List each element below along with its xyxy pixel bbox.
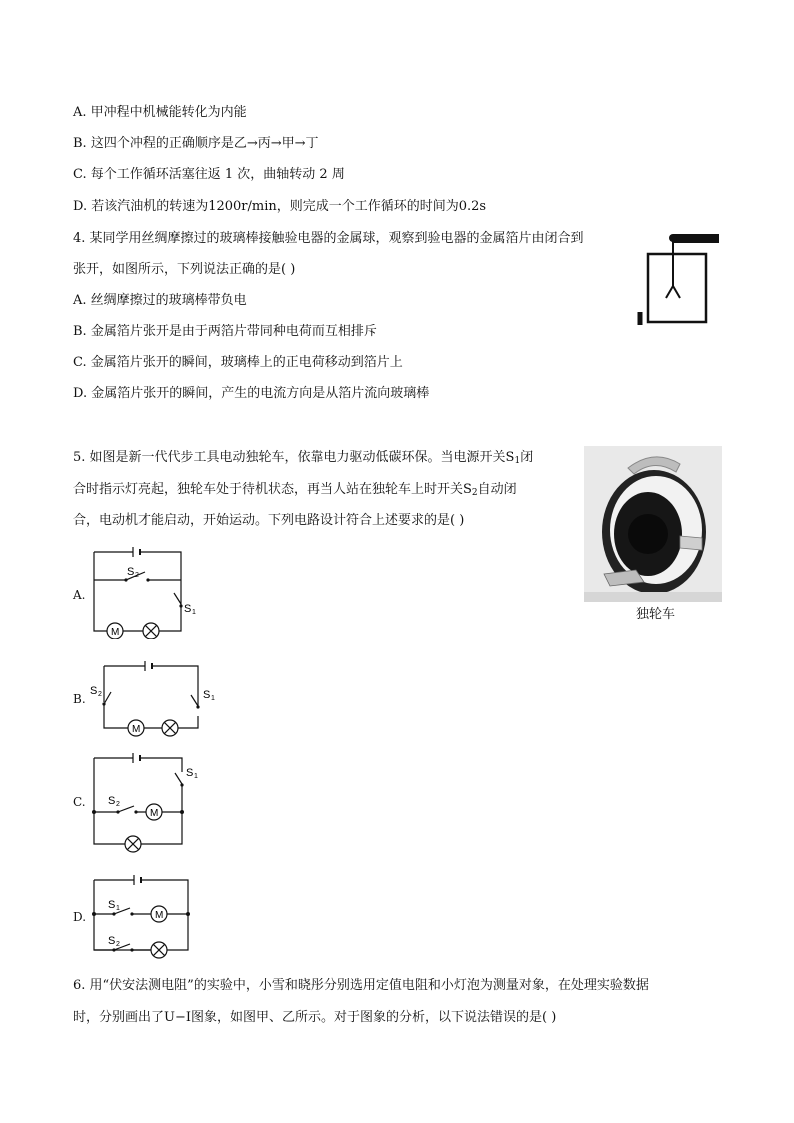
q4-option-d: D. 金属箔片张开的瞬间，产生的电流方向是从箔片流向玻璃棒 <box>73 386 430 401</box>
svg-text:S: S <box>184 603 192 615</box>
svg-text:S: S <box>108 899 116 911</box>
svg-text:M: M <box>155 910 164 921</box>
switch-s1 <box>174 593 181 604</box>
q4-option-b: B. 金属箔片张开是由于两箔片带同种电荷而互相排斥 <box>73 324 377 339</box>
switch-s1 <box>191 695 198 706</box>
circuit-a <box>90 544 200 639</box>
switch-s1 <box>175 773 182 784</box>
circuit-b-label: B. <box>73 692 86 706</box>
glass-rod <box>673 234 719 243</box>
svg-text:2: 2 <box>116 941 120 948</box>
svg-text:1: 1 <box>194 773 198 780</box>
metal-foil <box>666 286 680 298</box>
svg-text:1: 1 <box>116 905 120 912</box>
svg-text:M: M <box>111 627 120 638</box>
circuit-c-label: C. <box>73 795 86 809</box>
q4-stem-line1: 4. 某同学用丝绸摩擦过的玻璃棒接触验电器的金属球，观察到验电器的金属箔片由闭合到 <box>73 231 584 246</box>
svg-text:2: 2 <box>98 691 102 698</box>
q3-option-b: B. 这四个冲程的正确顺序是乙→丙→甲→丁 <box>73 136 319 151</box>
q5-stem-line2: 合时指示灯亮起，独轮车处于待机状态，再当人站在独轮车上时开关$S_2$自动闭 <box>73 482 517 498</box>
svg-text:M: M <box>150 808 159 819</box>
q4-stem-line2: 张开，如图所示，下列说法正确的是( ) <box>73 262 296 277</box>
svg-text:M: M <box>132 724 141 735</box>
svg-text:S: S <box>108 935 116 947</box>
switch-s2 <box>104 692 111 704</box>
svg-text:1: 1 <box>192 609 196 616</box>
q6-stem-line2: 时，分别画出了U−I图象，如图甲、乙所示。对于图象的分析，以下说法错误的是( ) <box>73 1010 557 1025</box>
svg-text:2: 2 <box>116 801 120 808</box>
q3-option-a: A. 甲冲程中机械能转化为内能 <box>73 105 247 120</box>
circuit-c <box>88 748 210 858</box>
unicycle-caption: 独轮车 <box>636 607 676 622</box>
unicycle-image <box>584 446 722 602</box>
svg-text:S: S <box>127 566 135 578</box>
svg-text:2: 2 <box>135 572 139 579</box>
circuit-a-label: A. <box>73 588 86 602</box>
electroscope-jar <box>648 254 706 322</box>
q3-option-d: D. 若该汽油机的转速为1200r/min，则完成一个工作循环的时间为0.2s <box>73 199 487 214</box>
q5-stem-line1: 5. 如图是新一代代步工具电动独轮车，依靠电力驱动低碳环保。当电源开关$S_1$闭 <box>73 450 534 466</box>
svg-text:1: 1 <box>211 695 215 702</box>
q4-option-c: C. 金属箔片张开的瞬间，玻璃棒上的正电荷移动到箔片上 <box>73 355 403 370</box>
electroscope-figure <box>636 228 726 328</box>
svg-text:S: S <box>108 795 116 807</box>
svg-text:S: S <box>186 767 194 779</box>
circuit-d <box>88 870 200 962</box>
switch-s2 <box>118 806 134 812</box>
circuit-d-label: D. <box>73 910 87 924</box>
q4-option-a: A. 丝绸摩擦过的玻璃棒带负电 <box>73 293 247 308</box>
svg-text:S: S <box>90 685 98 697</box>
svg-text:S: S <box>203 689 211 701</box>
q3-option-c: C. 每个工作循环活塞往返 1 次，曲轴转动 2 周 <box>73 167 345 182</box>
circuit-b <box>90 656 215 738</box>
q6-stem-line1: 6. 用“伏安法测电阻”的实验中，小雪和晓彤分别选用定值电阻和小灯泡为测量对象，在处理实验数据 <box>73 978 649 993</box>
q5-stem-line3: 合，电动机才能启动，开始运动。下列电路设计符合上述要求的是( ) <box>73 513 465 528</box>
